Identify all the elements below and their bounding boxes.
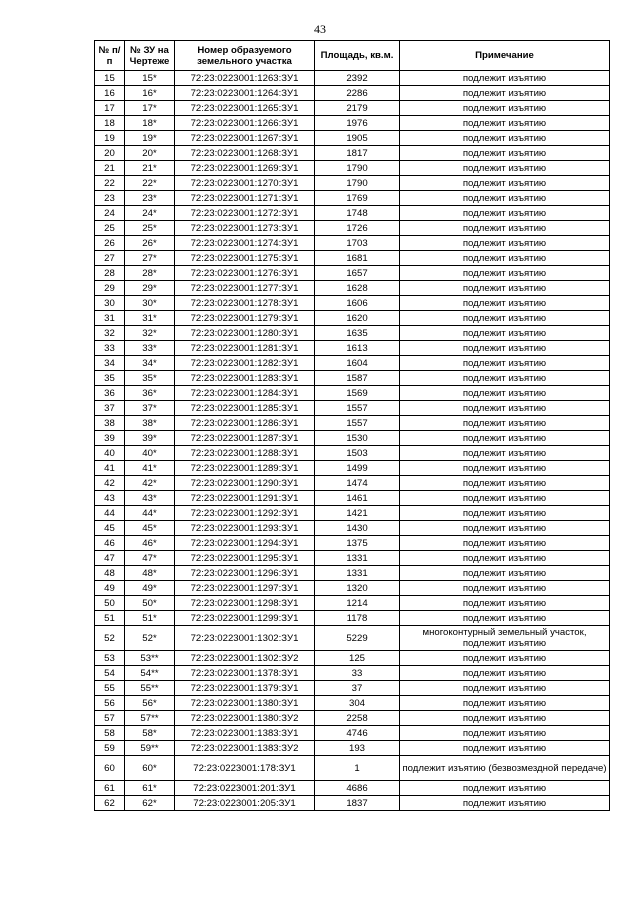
- page-number: 43: [314, 22, 326, 36]
- table-row: [95, 566, 610, 581]
- cell-plot-number: 72:23:0223001:1278:ЗУ1: [175, 296, 315, 311]
- cell-note: подлежит изъятию: [400, 296, 610, 311]
- cell-index: 54: [95, 666, 125, 681]
- table-row: [95, 666, 610, 681]
- cell-area: 1461: [315, 491, 400, 506]
- cell-drawing-number: 31*: [125, 311, 175, 326]
- cell-area: 1587: [315, 371, 400, 386]
- cell-drawing-number: 52*: [125, 626, 175, 651]
- cell-area: 1726: [315, 221, 400, 236]
- table-row: [95, 236, 610, 251]
- cell-index: 51: [95, 611, 125, 626]
- cell-area: 1628: [315, 281, 400, 296]
- table-row: [95, 446, 610, 461]
- cell-drawing-number: 33*: [125, 341, 175, 356]
- cell-drawing-number: 45*: [125, 521, 175, 536]
- cell-note: подлежит изъятию: [400, 191, 610, 206]
- cell-plot-number: 72:23:0223001:1380:ЗУ2: [175, 711, 315, 726]
- cell-plot-number: 72:23:0223001:1281:ЗУ1: [175, 341, 315, 356]
- table-row: [95, 131, 610, 146]
- cell-index: 53: [95, 651, 125, 666]
- header-note: Примечание: [400, 41, 610, 71]
- cell-area: 5229: [315, 626, 400, 651]
- cell-note: подлежит изъятию: [400, 476, 610, 491]
- cell-drawing-number: 18*: [125, 116, 175, 131]
- cell-index: 40: [95, 446, 125, 461]
- cell-index: 19: [95, 131, 125, 146]
- cell-index: 24: [95, 206, 125, 221]
- cell-drawing-number: 42*: [125, 476, 175, 491]
- cell-index: 56: [95, 696, 125, 711]
- cell-area: 1331: [315, 566, 400, 581]
- table-row: [95, 341, 610, 356]
- cell-note: подлежит изъятию: [400, 711, 610, 726]
- cell-note: подлежит изъятию: [400, 596, 610, 611]
- cell-index: 61: [95, 781, 125, 796]
- cell-index: 17: [95, 101, 125, 116]
- cell-plot-number: 72:23:0223001:1289:ЗУ1: [175, 461, 315, 476]
- cell-index: 21: [95, 161, 125, 176]
- cell-drawing-number: 60*: [125, 756, 175, 781]
- cell-index: 42: [95, 476, 125, 491]
- header-drawing-number: № ЗУ на Чертеже: [125, 41, 175, 71]
- cell-area: 2392: [315, 71, 400, 86]
- cell-area: 1375: [315, 536, 400, 551]
- cell-note: подлежит изъятию: [400, 116, 610, 131]
- cell-plot-number: 72:23:0223001:1266:ЗУ1: [175, 116, 315, 131]
- cell-plot-number: 72:23:0223001:1269:ЗУ1: [175, 161, 315, 176]
- cell-index: 60: [95, 756, 125, 781]
- cell-plot-number: 72:23:0223001:1383:ЗУ1: [175, 726, 315, 741]
- table-row: [95, 741, 610, 756]
- cell-area: 2179: [315, 101, 400, 116]
- table-row: [95, 221, 610, 236]
- cell-note: подлежит изъятию: [400, 681, 610, 696]
- table-row: [95, 551, 610, 566]
- cell-note: подлежит изъятию: [400, 101, 610, 116]
- cell-index: 29: [95, 281, 125, 296]
- cell-plot-number: 72:23:0223001:201:ЗУ1: [175, 781, 315, 796]
- table-row: [95, 611, 610, 626]
- cell-drawing-number: 15*: [125, 71, 175, 86]
- cell-drawing-number: 44*: [125, 506, 175, 521]
- cell-area: 1530: [315, 431, 400, 446]
- table-row: [95, 356, 610, 371]
- cell-plot-number: 72:23:0223001:1286:ЗУ1: [175, 416, 315, 431]
- cell-plot-number: 72:23:0223001:1302:ЗУ1: [175, 626, 315, 651]
- cell-drawing-number: 24*: [125, 206, 175, 221]
- cell-area: 33: [315, 666, 400, 681]
- cell-area: 37: [315, 681, 400, 696]
- cell-area: 1606: [315, 296, 400, 311]
- cell-index: 48: [95, 566, 125, 581]
- cell-area: 1817: [315, 146, 400, 161]
- cell-drawing-number: 38*: [125, 416, 175, 431]
- table-row: [95, 386, 610, 401]
- cell-drawing-number: 40*: [125, 446, 175, 461]
- cell-area: 1499: [315, 461, 400, 476]
- cell-area: 4746: [315, 726, 400, 741]
- cell-area: 1681: [315, 251, 400, 266]
- cell-area: 1503: [315, 446, 400, 461]
- cell-note: подлежит изъятию: [400, 206, 610, 221]
- cell-plot-number: 72:23:0223001:1271:ЗУ1: [175, 191, 315, 206]
- table-row: [95, 506, 610, 521]
- table-row: [95, 626, 610, 651]
- cell-plot-number: 72:23:0223001:1270:ЗУ1: [175, 176, 315, 191]
- cell-note: подлежит изъятию: [400, 696, 610, 711]
- cell-plot-number: 72:23:0223001:1378:ЗУ1: [175, 666, 315, 681]
- cell-plot-number: 72:23:0223001:178:ЗУ1: [175, 756, 315, 781]
- cell-index: 31: [95, 311, 125, 326]
- cell-drawing-number: 46*: [125, 536, 175, 551]
- cell-drawing-number: 53**: [125, 651, 175, 666]
- cell-area: 1769: [315, 191, 400, 206]
- table-row: [95, 191, 610, 206]
- cell-plot-number: 72:23:0223001:1292:ЗУ1: [175, 506, 315, 521]
- cell-plot-number: 72:23:0223001:1296:ЗУ1: [175, 566, 315, 581]
- cell-note: подлежит изъятию: [400, 566, 610, 581]
- table-row: [95, 781, 610, 796]
- cell-note: подлежит изъятию: [400, 446, 610, 461]
- cell-index: 34: [95, 356, 125, 371]
- cell-plot-number: 72:23:0223001:1288:ЗУ1: [175, 446, 315, 461]
- cell-note: подлежит изъятию: [400, 176, 610, 191]
- cell-plot-number: 72:23:0223001:1299:ЗУ1: [175, 611, 315, 626]
- table-row: [95, 176, 610, 191]
- cell-index: 41: [95, 461, 125, 476]
- cell-note: подлежит изъятию: [400, 521, 610, 536]
- cell-note: подлежит изъятию: [400, 551, 610, 566]
- cell-area: 1620: [315, 311, 400, 326]
- cell-drawing-number: 34*: [125, 356, 175, 371]
- cell-drawing-number: 36*: [125, 386, 175, 401]
- cell-area: 1976: [315, 116, 400, 131]
- cell-drawing-number: 51*: [125, 611, 175, 626]
- cell-plot-number: 72:23:0223001:1285:ЗУ1: [175, 401, 315, 416]
- cell-note: подлежит изъятию: [400, 266, 610, 281]
- cell-plot-number: 72:23:0223001:1273:ЗУ1: [175, 221, 315, 236]
- cell-drawing-number: 55**: [125, 681, 175, 696]
- cell-area: 1331: [315, 551, 400, 566]
- cell-note: подлежит изъятию: [400, 536, 610, 551]
- cell-drawing-number: 41*: [125, 461, 175, 476]
- cell-index: 38: [95, 416, 125, 431]
- cell-index: 15: [95, 71, 125, 86]
- cell-drawing-number: 54**: [125, 666, 175, 681]
- table-row: [95, 416, 610, 431]
- cell-plot-number: 72:23:0223001:1380:ЗУ1: [175, 696, 315, 711]
- cell-area: 1790: [315, 176, 400, 191]
- cell-drawing-number: 19*: [125, 131, 175, 146]
- cell-plot-number: 72:23:0223001:1295:ЗУ1: [175, 551, 315, 566]
- table-row: [95, 596, 610, 611]
- header-plot-number: Номер образуемого земельного участка: [175, 41, 315, 71]
- cell-area: 1178: [315, 611, 400, 626]
- cell-drawing-number: 59**: [125, 741, 175, 756]
- cell-plot-number: 72:23:0223001:1291:ЗУ1: [175, 491, 315, 506]
- cell-drawing-number: 35*: [125, 371, 175, 386]
- cell-drawing-number: 22*: [125, 176, 175, 191]
- cell-area: 1474: [315, 476, 400, 491]
- cell-drawing-number: 48*: [125, 566, 175, 581]
- cell-index: 36: [95, 386, 125, 401]
- cell-index: 44: [95, 506, 125, 521]
- cell-area: 1430: [315, 521, 400, 536]
- cell-area: 1421: [315, 506, 400, 521]
- table-row: [95, 116, 610, 131]
- cell-area: 2258: [315, 711, 400, 726]
- cell-note: подлежит изъятию: [400, 581, 610, 596]
- cell-drawing-number: 58*: [125, 726, 175, 741]
- table-row: [95, 461, 610, 476]
- table-row: [95, 521, 610, 536]
- cell-index: 20: [95, 146, 125, 161]
- cell-note: подлежит изъятию: [400, 356, 610, 371]
- table-row: [95, 476, 610, 491]
- cell-plot-number: 72:23:0223001:1264:ЗУ1: [175, 86, 315, 101]
- cell-index: 30: [95, 296, 125, 311]
- cell-note: подлежит изъятию: [400, 491, 610, 506]
- cell-index: 33: [95, 341, 125, 356]
- cell-index: 35: [95, 371, 125, 386]
- cell-plot-number: 72:23:0223001:1302:ЗУ2: [175, 651, 315, 666]
- cell-plot-number: 72:23:0223001:1272:ЗУ1: [175, 206, 315, 221]
- cell-note: подлежит изъятию: [400, 416, 610, 431]
- cell-area: 1557: [315, 401, 400, 416]
- cell-drawing-number: 61*: [125, 781, 175, 796]
- cell-index: 50: [95, 596, 125, 611]
- cell-area: 1837: [315, 796, 400, 811]
- cell-index: 43: [95, 491, 125, 506]
- cell-note: подлежит изъятию: [400, 341, 610, 356]
- cell-index: 28: [95, 266, 125, 281]
- cell-index: 59: [95, 741, 125, 756]
- cell-area: 1: [315, 756, 400, 781]
- cell-plot-number: 72:23:0223001:1297:ЗУ1: [175, 581, 315, 596]
- cell-drawing-number: 62*: [125, 796, 175, 811]
- cell-index: 32: [95, 326, 125, 341]
- cell-note: подлежит изъятию: [400, 506, 610, 521]
- cell-note: подлежит изъятию (безвозмездной передаче): [400, 756, 610, 781]
- table-row: [95, 311, 610, 326]
- cell-area: 1557: [315, 416, 400, 431]
- cell-index: 46: [95, 536, 125, 551]
- cell-plot-number: 72:23:0223001:1294:ЗУ1: [175, 536, 315, 551]
- cell-plot-number: 72:23:0223001:1293:ЗУ1: [175, 521, 315, 536]
- table-row: [95, 146, 610, 161]
- cell-note: подлежит изъятию: [400, 726, 610, 741]
- cell-note: подлежит изъятию: [400, 161, 610, 176]
- cell-plot-number: 72:23:0223001:1277:ЗУ1: [175, 281, 315, 296]
- cell-drawing-number: 29*: [125, 281, 175, 296]
- cell-area: 2286: [315, 86, 400, 101]
- cell-drawing-number: 21*: [125, 161, 175, 176]
- cell-plot-number: 72:23:0223001:1287:ЗУ1: [175, 431, 315, 446]
- table-row: [95, 371, 610, 386]
- cell-drawing-number: 47*: [125, 551, 175, 566]
- cell-drawing-number: 50*: [125, 596, 175, 611]
- cell-index: 47: [95, 551, 125, 566]
- cell-area: 1214: [315, 596, 400, 611]
- cell-plot-number: 72:23:0223001:1268:ЗУ1: [175, 146, 315, 161]
- cell-plot-number: 72:23:0223001:1282:ЗУ1: [175, 356, 315, 371]
- cell-plot-number: 72:23:0223001:1274:ЗУ1: [175, 236, 315, 251]
- cell-index: 62: [95, 796, 125, 811]
- cell-note: подлежит изъятию: [400, 326, 610, 341]
- cell-area: 1657: [315, 266, 400, 281]
- table-row: [95, 281, 610, 296]
- cell-plot-number: 72:23:0223001:1379:ЗУ1: [175, 681, 315, 696]
- table-row: [95, 681, 610, 696]
- cell-index: 37: [95, 401, 125, 416]
- cell-drawing-number: 39*: [125, 431, 175, 446]
- table-row: [95, 796, 610, 811]
- table-row: [95, 581, 610, 596]
- table-row: [95, 756, 610, 781]
- table-row: [95, 651, 610, 666]
- cell-area: 1613: [315, 341, 400, 356]
- cell-note: подлежит изъятию: [400, 251, 610, 266]
- cell-note: подлежит изъятию: [400, 221, 610, 236]
- cell-plot-number: 72:23:0223001:1383:ЗУ2: [175, 741, 315, 756]
- cell-note: подлежит изъятию: [400, 796, 610, 811]
- table-row: [95, 711, 610, 726]
- table-row: [95, 536, 610, 551]
- cell-index: 39: [95, 431, 125, 446]
- cell-drawing-number: 32*: [125, 326, 175, 341]
- cell-plot-number: 72:23:0223001:1263:ЗУ1: [175, 71, 315, 86]
- table-row: [95, 431, 610, 446]
- cell-drawing-number: 57**: [125, 711, 175, 726]
- cell-plot-number: 72:23:0223001:1267:ЗУ1: [175, 131, 315, 146]
- cell-drawing-number: 28*: [125, 266, 175, 281]
- cell-index: 57: [95, 711, 125, 726]
- table-row: [95, 251, 610, 266]
- cell-plot-number: 72:23:0223001:1280:ЗУ1: [175, 326, 315, 341]
- cell-note: многоконтурный земельный участок, подлежит изъятию: [400, 626, 610, 651]
- cell-drawing-number: 17*: [125, 101, 175, 116]
- cell-plot-number: 72:23:0223001:1290:ЗУ1: [175, 476, 315, 491]
- cell-area: 1569: [315, 386, 400, 401]
- cell-index: 26: [95, 236, 125, 251]
- cell-drawing-number: 43*: [125, 491, 175, 506]
- cell-drawing-number: 37*: [125, 401, 175, 416]
- cell-area: 1320: [315, 581, 400, 596]
- header-index: № п/п: [95, 41, 125, 71]
- cell-drawing-number: 30*: [125, 296, 175, 311]
- cell-area: 1905: [315, 131, 400, 146]
- table-row: [95, 161, 610, 176]
- cell-note: подлежит изъятию: [400, 741, 610, 756]
- cell-index: 23: [95, 191, 125, 206]
- cell-plot-number: 72:23:0223001:1265:ЗУ1: [175, 101, 315, 116]
- table-row: [95, 86, 610, 101]
- cell-plot-number: 72:23:0223001:1283:ЗУ1: [175, 371, 315, 386]
- table-row: [95, 101, 610, 116]
- cell-plot-number: 72:23:0223001:1275:ЗУ1: [175, 251, 315, 266]
- cell-note: подлежит изъятию: [400, 651, 610, 666]
- cell-index: 58: [95, 726, 125, 741]
- cell-plot-number: 72:23:0223001:205:ЗУ1: [175, 796, 315, 811]
- table-row: [95, 401, 610, 416]
- cell-note: подлежит изъятию: [400, 86, 610, 101]
- cell-area: 4686: [315, 781, 400, 796]
- land-plots-table: [94, 40, 610, 811]
- table-row: [95, 326, 610, 341]
- cell-note: подлежит изъятию: [400, 236, 610, 251]
- cell-note: подлежит изъятию: [400, 71, 610, 86]
- cell-note: подлежит изъятию: [400, 146, 610, 161]
- cell-index: 22: [95, 176, 125, 191]
- table-row: [95, 71, 610, 86]
- cell-plot-number: 72:23:0223001:1298:ЗУ1: [175, 596, 315, 611]
- cell-area: 1748: [315, 206, 400, 221]
- cell-drawing-number: 25*: [125, 221, 175, 236]
- cell-area: 1635: [315, 326, 400, 341]
- cell-note: подлежит изъятию: [400, 311, 610, 326]
- cell-area: 1703: [315, 236, 400, 251]
- cell-area: 1604: [315, 356, 400, 371]
- cell-index: 18: [95, 116, 125, 131]
- cell-plot-number: 72:23:0223001:1276:ЗУ1: [175, 266, 315, 281]
- cell-note: подлежит изъятию: [400, 431, 610, 446]
- cell-plot-number: 72:23:0223001:1284:ЗУ1: [175, 386, 315, 401]
- cell-area: 304: [315, 696, 400, 711]
- cell-index: 25: [95, 221, 125, 236]
- cell-index: 45: [95, 521, 125, 536]
- cell-note: подлежит изъятию: [400, 781, 610, 796]
- cell-drawing-number: 26*: [125, 236, 175, 251]
- cell-index: 16: [95, 86, 125, 101]
- table-header-row: [95, 41, 610, 71]
- cell-note: подлежит изъятию: [400, 461, 610, 476]
- cell-note: подлежит изъятию: [400, 131, 610, 146]
- cell-drawing-number: 49*: [125, 581, 175, 596]
- cell-note: подлежит изъятию: [400, 666, 610, 681]
- table-row: [95, 726, 610, 741]
- cell-drawing-number: 23*: [125, 191, 175, 206]
- cell-drawing-number: 56*: [125, 696, 175, 711]
- table-row: [95, 696, 610, 711]
- cell-area: 1790: [315, 161, 400, 176]
- cell-note: подлежит изъятию: [400, 611, 610, 626]
- cell-note: подлежит изъятию: [400, 401, 610, 416]
- table-row: [95, 266, 610, 281]
- cell-note: подлежит изъятию: [400, 371, 610, 386]
- table-row: [95, 206, 610, 221]
- header-area: Площадь, кв.м.: [315, 41, 400, 71]
- cell-plot-number: 72:23:0223001:1279:ЗУ1: [175, 311, 315, 326]
- cell-note: подлежит изъятию: [400, 281, 610, 296]
- table-row: [95, 296, 610, 311]
- table-row: [95, 491, 610, 506]
- cell-index: 55: [95, 681, 125, 696]
- cell-area: 125: [315, 651, 400, 666]
- cell-drawing-number: 27*: [125, 251, 175, 266]
- cell-index: 52: [95, 626, 125, 651]
- cell-drawing-number: 16*: [125, 86, 175, 101]
- cell-drawing-number: 20*: [125, 146, 175, 161]
- cell-note: подлежит изъятию: [400, 386, 610, 401]
- cell-index: 27: [95, 251, 125, 266]
- cell-area: 193: [315, 741, 400, 756]
- cell-index: 49: [95, 581, 125, 596]
